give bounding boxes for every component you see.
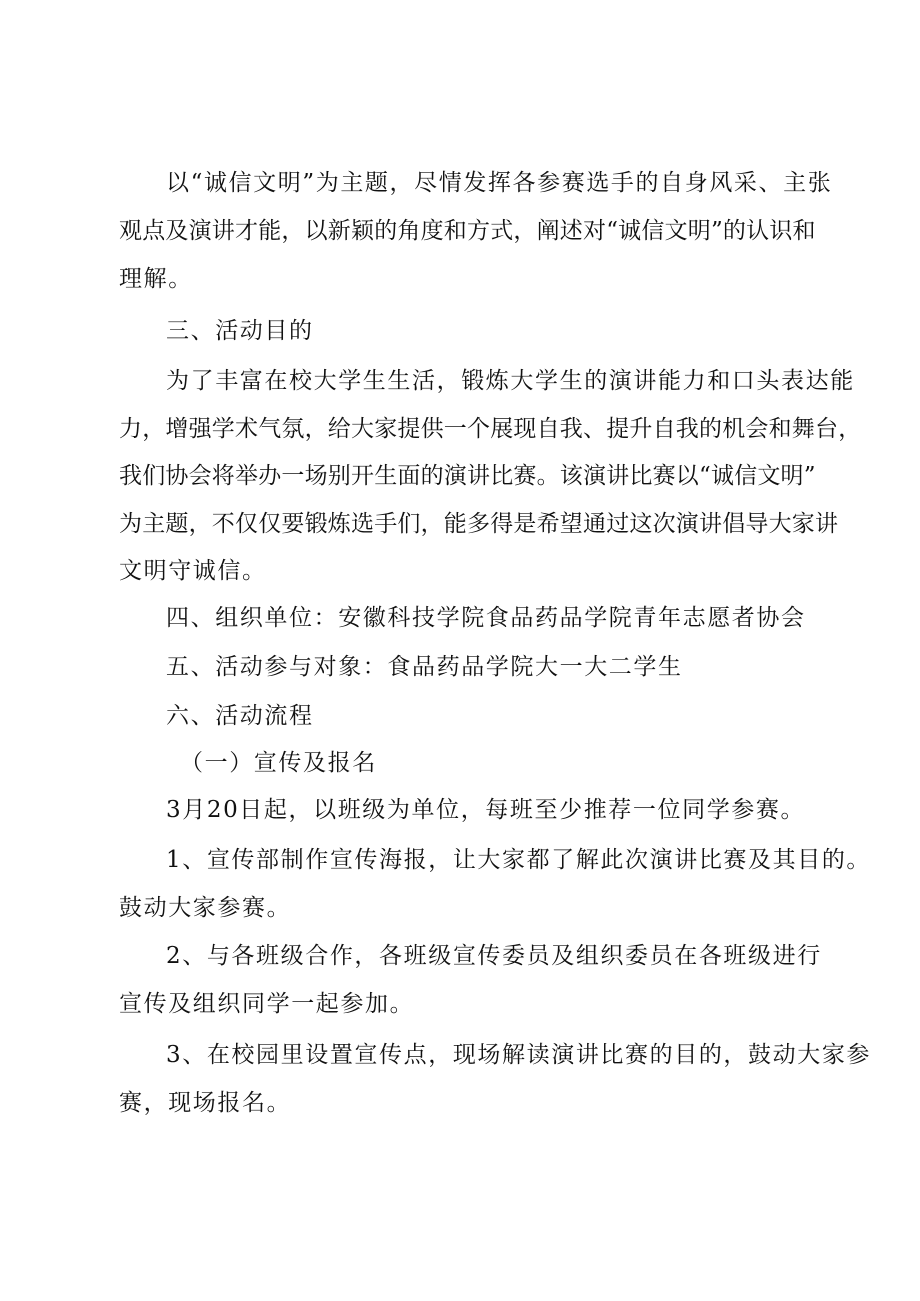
paragraph-theme-line-2: 观点及演讲才能，以新颖的角度和方式，阐述对“诚信文明”的认识和 [119,218,816,244]
paragraph-start-date: 3月20日起，以班级为单位，每班至少推荐一位同学参赛。 [166,797,806,823]
section-heading-organizer: 四、组织单位：安徽科技学院食品药品学院青年志愿者协会 [166,605,806,631]
paragraph-theme-line-1: 以“诚信文明”为主题，尽情发挥各参赛选手的自身风采、主张 [166,170,833,196]
paragraph-purpose-line-3: 我们协会将举办一场别开生面的演讲比赛。该演讲比赛以“诚信文明” [119,463,816,489]
paragraph-theme-line-3: 理解。 [119,266,193,292]
section-heading-process: 六、活动流程 [166,703,314,729]
list-item-1-line-2: 鼓动大家参赛。 [119,895,292,921]
list-item-2-line-1: 2、与各班级合作，各班级宣传委员及组织委员在各班级进行 [166,943,822,969]
section-heading-participants: 五、活动参与对象：食品药品学院大一大二学生 [166,654,683,680]
paragraph-purpose-line-2: 力，增强学术气氛，给大家提供一个展现自我、提升自我的机会和舞台， [119,416,862,442]
paragraph-purpose-line-1: 为了丰富在校大学生生活，锻炼大学生的演讲能力和口头表达能 [166,368,855,394]
section-heading-purpose: 三、活动目的 [166,318,314,344]
list-item-3-line-2: 赛，现场报名。 [119,1090,292,1116]
list-item-3-line-1: 3、在校园里设置宣传点，现场解读演讲比赛的目的，鼓动大家参 [166,1042,872,1068]
list-item-2-line-2: 宣传及组织同学一起参加。 [119,991,415,1017]
paragraph-purpose-line-4: 为主题，不仅仅要锻炼选手们，能多得是希望通过这次演讲倡导大家讲 [119,511,839,537]
subsection-heading-publicity: （一）宣传及报名 [180,750,377,776]
list-item-1-line-1: 1、宣传部制作宣传海报，让大家都了解此次演讲比赛及其目的。 [166,847,872,873]
paragraph-purpose-line-5: 文明守诚信。 [119,558,267,584]
